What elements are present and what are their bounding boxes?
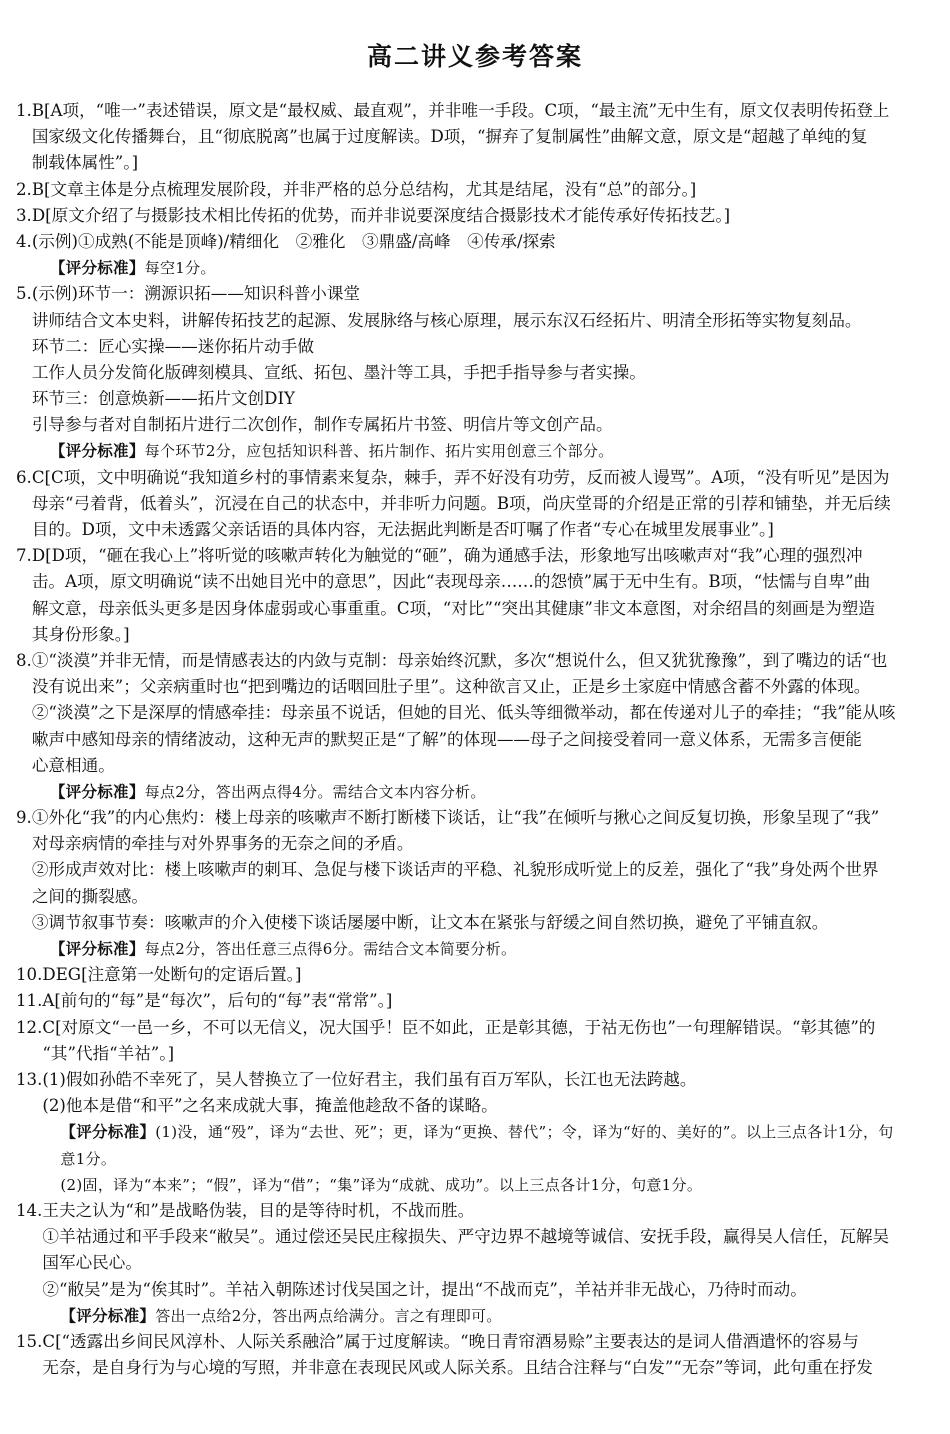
answer-number: 1. (16, 101, 32, 120)
answer-item (16, 98, 936, 177)
scoring-standard-label: 【评分标准】 (49, 442, 145, 461)
scoring-standard-text: 每点2分，答出两点得4分。需结合文本内容分析。 (144, 782, 486, 801)
answer-line: 环节二：匠心实操——迷你拓片动手做 (31, 336, 314, 356)
scoring-standard-text: (1)没，通“殁”，译为“去世、死”；更，译为“更换、替代”；令，译为“好的、美好的”。以上三点各计1分，句 (155, 1123, 894, 1142)
answer-body (32, 465, 936, 544)
scoring-standard-label: 【评分标准】 (49, 940, 145, 959)
answer-line: D[D项，“砸在我心上”将听觉的咳嗽声转化为触觉的“砸”，确为通感手法，形象地写出咳嗽声对“我”心理的强烈冲 (31, 546, 863, 566)
answer-line: D[原文介绍了与摄影技术相比传拓的优势，而并非说要深度结合摄影技术才能传承好传拓技艺。] (31, 205, 731, 225)
answer-number: 7. (16, 546, 32, 566)
answer-number: 6. (16, 467, 32, 487)
answer-number: 4. (16, 231, 32, 251)
answer-body (32, 805, 936, 962)
answer-line: (1)假如孙皓不幸死了，吴人替换立了一位好君主，我们虽有百万军队，长江也无法跨越。 (42, 1070, 697, 1089)
answer-line: DEG[注意第一处断句的定语后置。] (42, 965, 302, 985)
answer-line: 制载体属性”。] (31, 153, 139, 173)
answer-number: 9. (16, 808, 32, 828)
scoring-standard (32, 936, 936, 962)
answer-number: 3. (16, 205, 32, 225)
answer-item (16, 1067, 936, 1198)
answer-body (42, 1067, 936, 1198)
answer-line: 讲师结合文本史料，讲解传拓技艺的起源、发展脉络与核心原理，展示东汉石经拓片、明清全形拓等实物复刻品。 (31, 310, 862, 330)
answer-body (32, 229, 936, 281)
answer-item (16, 543, 936, 648)
answer-line: (示例)环节一：溯源识拓——知识科普小课堂 (31, 284, 361, 304)
answer-line: ②“淡漠”之下是深厚的情感牵挂：母亲虽不说话，但她的目光、低头等细微举动，都在传递对儿子的牵挂；“我”能从咳 (31, 703, 896, 723)
answer-line: C[对原文“一邑一乡，不可以无信义，况大国乎！臣不如此，正是彰其德，于祜无伤也”一句理解错误。“彰其德”的 (42, 1017, 876, 1037)
answer-body (32, 648, 936, 805)
answer-item (16, 281, 936, 464)
answers-list (16, 98, 936, 1381)
answer-line: ①“淡漠”并非无情，而是情感表达的内敛与克制：母亲始终沉默，多次“想说什么，但又犹犹豫豫”，到了嘴边的话“也 (31, 650, 888, 670)
answer-line: ①羊祜通过和平手段来“敝吴”。通过偿还吴民庄稼损失、严守边界不越境等诚信、安抚手段，赢得吴人信任，瓦解吴 (42, 1227, 890, 1247)
answer-line: 心意相通。 (31, 755, 115, 775)
answer-line: C[C项，文中明确说“我知道乡村的事情素来复杂，棘手，弄不好没有功劳，反而被人谩骂”。A项，“没有听见”是因为 (31, 467, 890, 487)
answer-line: 对母亲病情的牵挂与对外界事务的无奈之间的矛盾。 (31, 834, 414, 854)
answer-number: 5. (16, 284, 32, 304)
scoring-standard-label: 【评分标准】 (60, 1123, 156, 1142)
answer-line: (2)他本是借“和平”之名来成就大事，掩盖他趁敌不备的谋略。 (42, 1096, 498, 1116)
answer-line: 工作人员分发简化版碑刻模具、宣纸、拓包、墨汁等工具，手把手指导参与者实操。 (31, 362, 646, 382)
answer-body (42, 1015, 936, 1067)
scoring-standard-text: 答出一点给2分，答出两点给满分。言之有理即可。 (155, 1306, 502, 1325)
answer-item (16, 177, 936, 203)
answer-line: 母亲“弓着背，低着头”，沉浸在自己的状态中，并非听力问题。B项，尚庆堂哥的介绍是正常的引荐和铺垫，并无后续 (31, 493, 891, 513)
answer-body (32, 177, 936, 203)
answer-line: 环节三：创意焕新——拓片文创DIY (31, 389, 295, 409)
scoring-standard-label: 【评分标准】 (49, 259, 145, 278)
answer-item (16, 465, 936, 544)
answer-line: 国家级文化传播舞台，且“彻底脱离”也属于过度解读。D项，“摒弃了复制属性”曲解文意，原文是“超越了单纯的复 (31, 127, 868, 147)
answer-line: B[文章主体是分点梳理发展阶段，并非严格的总分总结构，尤其是结尾，没有“总”的部分。] (31, 179, 697, 199)
scoring-standard (42, 1303, 936, 1329)
answer-line: ②“敝吴”是为“俟其时”。羊祜入朝陈述讨伐吴国之计，提出“不战而克”，羊祜并非无战心，乃待时而动。 (42, 1279, 807, 1299)
scoring-standard (42, 1146, 936, 1172)
scoring-standard-text: 每点2分，答出任意三点得6分。需结合文本简要分析。 (144, 940, 517, 959)
answer-line: C[“透露出乡间民风淳朴、人际关系融洽”属于过度解读。“晚日青帘酒易赊”主要表达的是词人借酒遣怀的容易与 (42, 1331, 859, 1351)
answer-line: 王夫之认为“和”是战略伪装，目的是等待时机，不战而胜。 (42, 1200, 475, 1220)
answer-line: 嗽声中感知母亲的情绪波动，这种无声的默契正是“了解”的体现——母子之间接受着同一意义体系，无需多言便能 (31, 729, 862, 749)
answer-item (16, 1198, 936, 1329)
scoring-standard-text: 每空1分。 (144, 259, 216, 278)
answer-line: 引导参与者对自制拓片进行二次创作，制作专属拓片书签、明信片等文创产品。 (31, 415, 613, 435)
answer-line: 无奈，是自身行为与心境的写照，并非意在表现民风或人际关系。且结合注释与“白发”“无奈”等词，此句重在抒发 (42, 1358, 873, 1378)
answer-number: 8. (16, 650, 32, 670)
answer-item (16, 229, 936, 281)
answer-number: 2. (16, 179, 32, 199)
scoring-standard-label: 【评分标准】 (49, 782, 145, 801)
scoring-standard-text: 意1分。 (60, 1149, 117, 1168)
answer-line: “其”代指“羊祜”。] (42, 1043, 175, 1063)
answer-number: 14. (16, 1200, 43, 1220)
answer-number: 11. (16, 991, 43, 1011)
scoring-standard (32, 255, 936, 281)
answer-line: 解文意，母亲低头更多是因身体虚弱或心事重重。C项，“对比”“突出其健康”非文本意图，对余绍昌的刻画是为塑造 (31, 598, 875, 618)
page-title: 高二讲义参考答案 (366, 42, 583, 71)
scoring-standard (32, 438, 936, 464)
answer-body (32, 203, 936, 229)
answer-body (32, 281, 936, 464)
answer-line: 目的。D项，文中未透露父亲话语的具体内容，无法据此判断是否叮嘱了作者“专心在城里发展事业”。] (31, 520, 774, 540)
scoring-standard-text: 每个环节2分，应包括知识科普、拓片制作、拓片实用创意三个部分。 (144, 442, 614, 461)
answer-body (42, 1198, 936, 1329)
answer-item (16, 1329, 936, 1381)
answer-line: ①外化“我”的内心焦灼：楼上母亲的咳嗽声不断打断楼下谈话，让“我”在倾听与揪心之间反复切换，形象呈现了“我” (31, 808, 880, 828)
answer-item (16, 805, 936, 962)
answer-line: 国军心民心。 (42, 1253, 142, 1273)
scoring-standard (42, 1119, 936, 1145)
answer-body (42, 962, 936, 988)
scoring-standard (42, 1172, 936, 1198)
answer-number: 13. (16, 1070, 43, 1089)
answer-item (16, 203, 936, 229)
answer-line: A[前句的“每”是“每次”，后句的“每”表“常常”。] (42, 991, 393, 1011)
answer-number: 15. (16, 1331, 43, 1351)
answer-line: ③调节叙事节奏：咳嗽声的介入使楼下谈话屡屡中断，让文本在紧张与舒缓之间自然切换，避免了平铺直叙。 (31, 912, 829, 932)
scoring-standard-label: 【评分标准】 (60, 1306, 156, 1325)
answer-line: 击。A项，原文明确说“读不出她目光中的意思”，因此“表现母亲……的怨愤”属于无中生有。B项，“怯懦与自卑”曲 (31, 572, 871, 592)
answer-body (32, 98, 936, 177)
answer-item (16, 988, 936, 1014)
answer-item (16, 648, 936, 805)
answer-line: ②形成声效对比：楼上咳嗽声的刺耳、急促与楼下谈话声的平稳、礼貌形成听觉上的反差，强化了“我”身处两个世界 (31, 860, 879, 880)
answer-number: 12. (16, 1017, 43, 1037)
scoring-standard (32, 779, 936, 805)
answer-line: (示例)①成熟(不能是顶峰)/精细化 ②雅化 ③鼎盛/高峰 ④传承/探索 (31, 231, 556, 251)
scoring-standard-text: (2)固，译为“本来”；“假”，译为“借”；“集”译为“成就、成功”。以上三点各计1分，句意1分。 (60, 1175, 703, 1194)
answer-item (16, 962, 936, 988)
answer-line: B[A项，“唯一”表述错误，原文是“最权威、最直观”，并非唯一手段。C项，“最主流”无中生有，原文仅表明传拓登上 (31, 101, 890, 120)
answer-item (16, 1015, 936, 1067)
answer-line: 之间的撕裂感。 (31, 886, 148, 906)
answer-number: 10. (16, 965, 43, 985)
answer-body (42, 988, 936, 1014)
answer-body (32, 543, 936, 648)
answer-line: 其身份形象。] (31, 624, 130, 644)
answer-line: 没有说出来”；父亲病重时也“把到嘴边的话咽回肚子里”。这种欲言又止，正是乡土家庭中情感含蓄不外露的体现。 (31, 677, 871, 697)
answer-body (42, 1329, 936, 1381)
